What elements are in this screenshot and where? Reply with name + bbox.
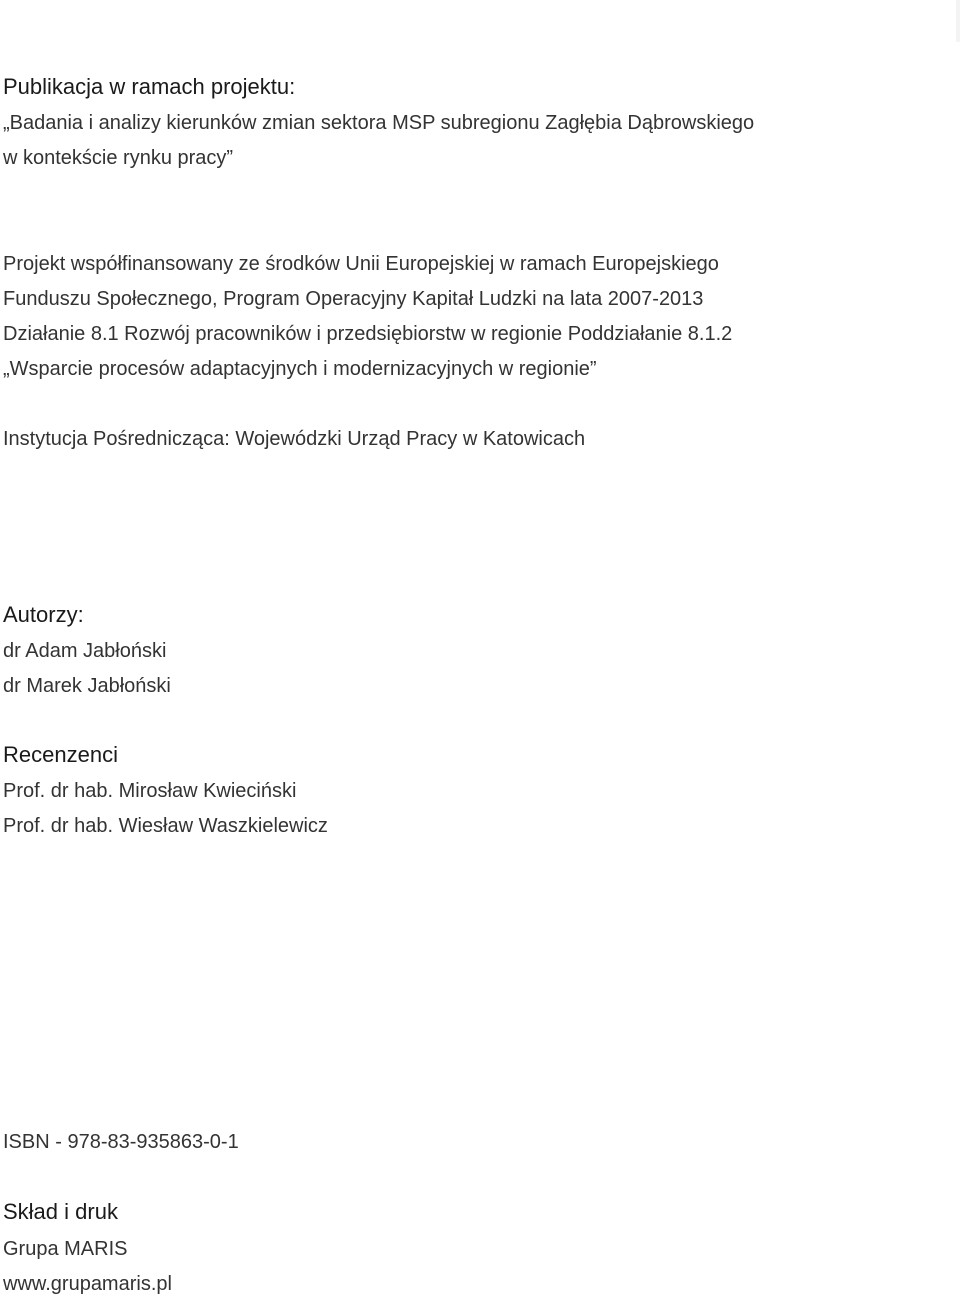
funding-line-1: Projekt współfinansowany ze środków Unii Europejskiej w ramach Europejskiego [3, 253, 719, 275]
publication-title-line-1: „Badania i analizy kierunków zmian sektora MSP subregionu Zagłębia Dąbrowskiego [3, 112, 755, 134]
funding-line-2: Funduszu Społecznego, Program Operacyjny Kapitał Ludzki na lata 2007-2013 [3, 288, 704, 310]
publication-title-line-2: w kontekście rynku pracy” [3, 147, 234, 169]
reviewers-heading: Recenzenci [3, 742, 118, 767]
reviewer-item: Prof. dr hab. Mirosław Kwieciński [3, 780, 297, 802]
print-website-link[interactable]: www.grupamaris.pl [3, 1273, 172, 1295]
author-item: dr Adam Jabłoński [3, 640, 167, 662]
publication-heading: Publikacja w ramach projektu: [3, 74, 296, 99]
page-edge-mark [956, 0, 960, 42]
funding-line-3: Działanie 8.1 Rozwój pracowników i przedsiębiorstw w regionie Poddziałanie 8.1.2 [3, 323, 733, 345]
isbn-text: ISBN - 978-83-935863-0-1 [3, 1131, 239, 1153]
author-item: dr Marek Jabłoński [3, 675, 171, 697]
authors-heading: Autorzy: [3, 602, 84, 627]
print-company: Grupa MARIS [3, 1238, 128, 1260]
reviewer-item: Prof. dr hab. Wiesław Waszkielewicz [3, 815, 328, 837]
funding-line-4: „Wsparcie procesów adaptacyjnych i modernizacyjnych w regionie” [3, 358, 597, 380]
institution-text: Instytucja Pośrednicząca: Wojewódzki Urząd Pracy w Katowicach [3, 428, 586, 450]
print-heading: Skład i druk [3, 1199, 118, 1224]
